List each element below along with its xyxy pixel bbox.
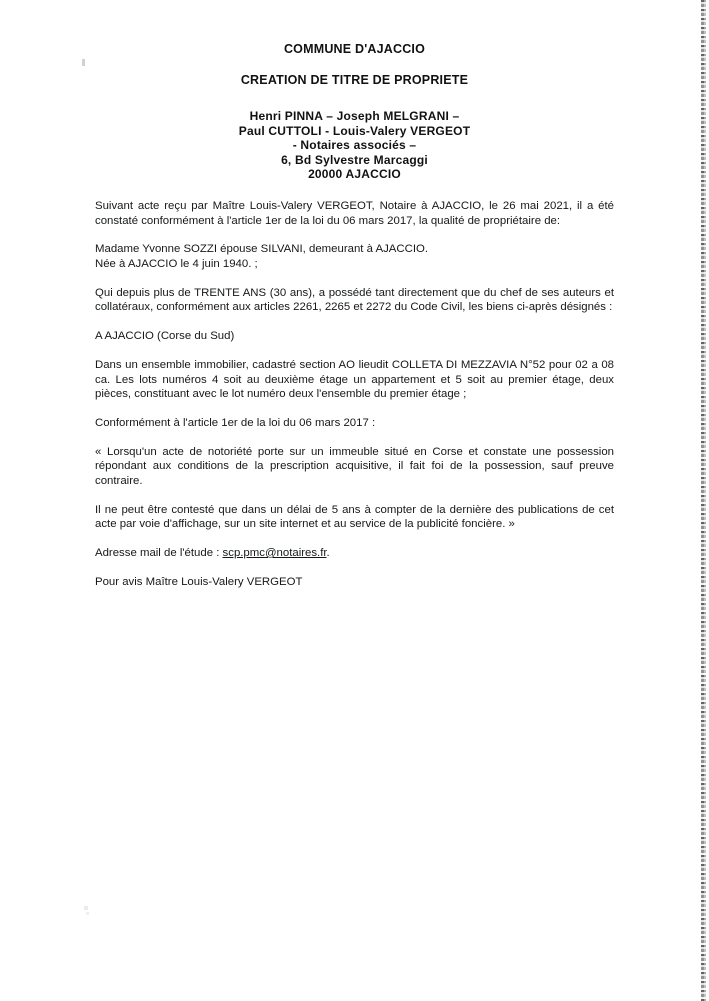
paragraph-act-reception: Suivant acte reçu par Maître Louis-Valery VERGEOT, Notaire à AJACCIO, le 26 mai 2021, il a été constaté conformément à l'article 1er de la loi du 06 mars 2017, la qualité de propriétaire de: [95,200,614,227]
email-link[interactable]: scp.pmc@notaires.fr [222,547,327,559]
notary-firm-line: - Notaires associés – [292,138,417,152]
document-subtitle: CREATION DE TITRE DE PROPRIETE [240,73,469,87]
email-label: Adresse mail de l'étude : [95,547,223,559]
owner-name-line: Madame Yvonne SOZZI épouse SILVANI, demeurant à AJACCIO. [95,243,429,256]
document-body [95,199,614,604]
paragraph-law-reference: Conformément à l'article 1er de la loi du 06 mars 2017 : [95,416,376,429]
page-title: COMMUNE D'AJACCIO [283,42,426,56]
email-trailing-period: . [326,547,330,559]
notary-firm-city-line: 20000 AJACCIO [308,167,401,181]
paragraph-signature: Pour avis Maître Louis-Valery VERGEOT [95,575,303,588]
scan-speck-artifact [86,912,89,915]
paragraph-property-description: Dans un ensemble immobilier, cadastré section AO lieudit COLLETA DI MEZZAVIA N°52 pour 02 a 08 ca. Les lots numéros 4 soit au deuxième étage un appartement et 5 soit au premier étage, deux pièces, constituant avec le lot numéro deux l'ensemble du premier étage ; [95,358,614,401]
paragraph-location: A AJACCIO (Corse du Sud) [95,330,235,343]
paragraph-email [95,546,614,561]
owner-birth-line: Née à AJACCIO le 4 juin 1940. ; [95,257,258,270]
paragraph-possession-duration: Qui depuis plus de TRENTE ANS (30 ans), a possédé tant directement que du chef de ses auteurs et collatéraux, conformément aux articles 2261, 2265 et 2272 du Code Civil, les biens ci-après désignés : [95,286,614,314]
paragraph-quote-first: « Lorsqu'un acte de notoriété porte sur un immeuble situé en Corse et constate une possession répondant aux conditions de la prescription acquisitive, il fait foi de la possession, sauf preuve contraire. [95,445,614,487]
document-header [0,42,709,182]
paragraph-quote-second: Il ne peut être contesté que dans un délai de 5 ans à compter de la dernière des publications de cet acte par voie d'affichage, sur un site internet et au service de la publicité foncière. » [95,503,614,531]
notary-firm-line: Henri PINNA – Joseph MELGRANI – [249,109,460,123]
scan-speck-artifact [84,906,88,910]
notary-firm-block [0,109,709,182]
paragraph-owner-identity [95,242,614,271]
notary-firm-address-line: 6, Bd Sylvestre Marcaggi [281,152,428,167]
notary-firm-line: Paul CUTTOLI - Louis-Valery VERGEOT [238,123,471,138]
